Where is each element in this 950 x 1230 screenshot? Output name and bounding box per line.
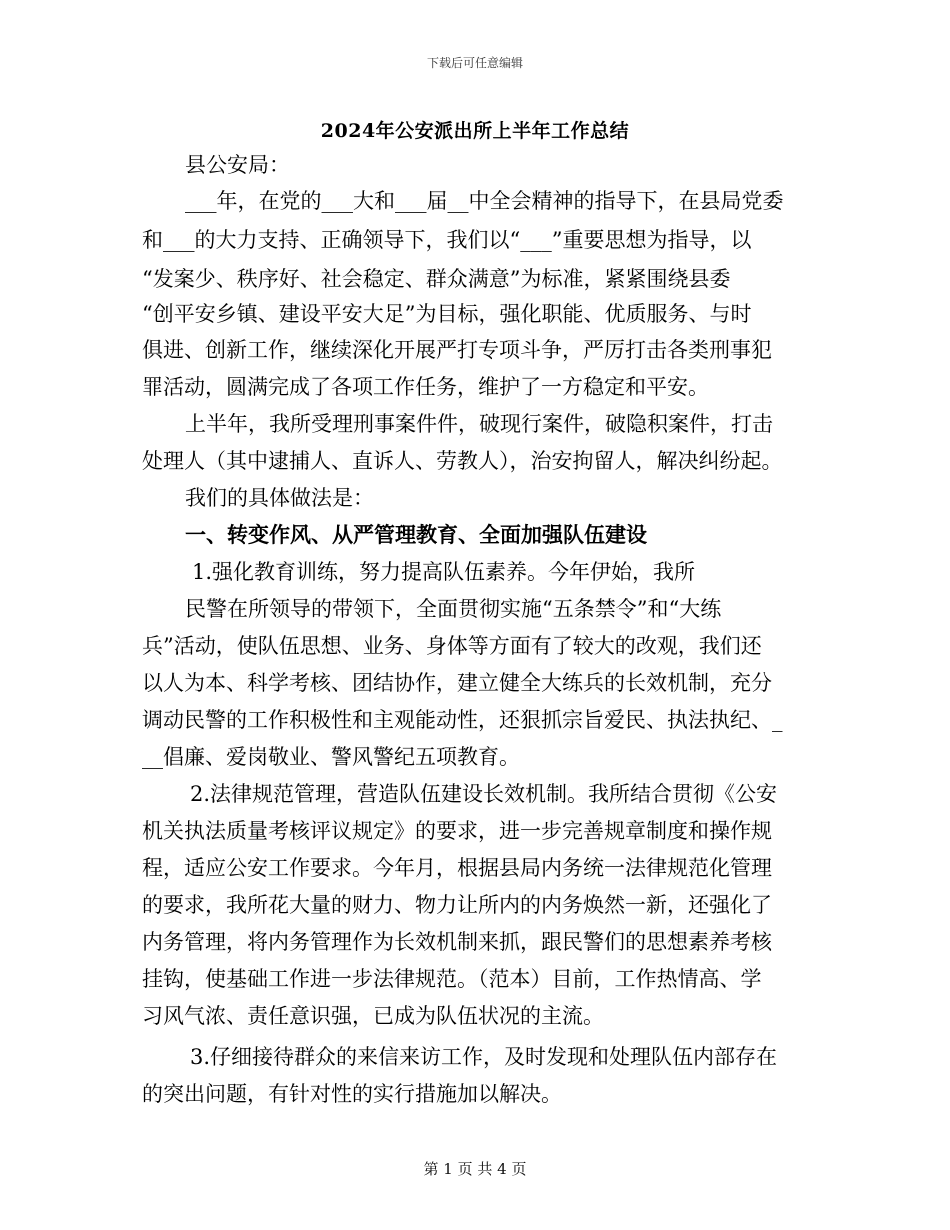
paragraph-line: 的要求，我所花大量的财力、物力让所内的内务焕然一新，还强化了 (142, 893, 772, 917)
paragraph-line: 挂钩，使基础工作进一步法律规范。（范本）目前，工作热情高、学 (142, 967, 762, 991)
paragraph-line: 处理人（其中逮捕人、直诉人、劳教人），治安拘留人，解决纠纷起。 (142, 449, 783, 473)
paragraph-line: 和___的大力支持、正确领导下，我们以“___”重要思想为指导，以 (142, 228, 752, 252)
paragraph-line: 上半年，我所受理刑事案件件，破现行案件，破隐积案件，打击 (185, 412, 773, 436)
paragraph-line: 机关执法质量考核评议规定》的要求，进一步完善规章制度和操作规 (142, 819, 772, 843)
paragraph-line: 程，适应公安工作要求。今年月，根据县局内务统一法律规范化管理 (142, 856, 772, 880)
paragraph-line: 1.强化教育训练，努力提高队伍素养。今年伊始，我所 (192, 560, 696, 584)
paragraph-line: __倡廉、爱岗敬业、警风警纪五项教育。 (142, 745, 520, 769)
paragraph-line: “创平安乡镇、建设平安大足”为目标，强化职能、优质服务、与时 (142, 302, 752, 326)
paragraph-line: 罪活动，圆满完成了各项工作任务，维护了一方稳定和平安。 (142, 375, 709, 399)
paragraph-line: 兵”活动，使队伍思想、业务、身体等方面有了较大的改观，我们还 (142, 634, 762, 658)
paragraph-line: 习风气浓、责任意识强，已成为队伍状况的主流。 (142, 1004, 604, 1028)
paragraph-line: 我们的具体做法是： (185, 486, 374, 510)
salutation: 县公安局： (185, 153, 290, 177)
page-footer: 第 1 页 共 4 页 (423, 1160, 527, 1178)
paragraph-line: 内务管理，将内务管理作为长效机制来抓，跟民警们的思想素养考核 (142, 930, 772, 954)
document-title: 2024年公安派出所上半年工作总结 (320, 120, 630, 142)
paragraph-line: 2.法律规范管理，营造队伍建设长效机制。我所结合贯彻《公安 (190, 782, 778, 806)
paragraph-line: 民警在所领导的带领下，全面贯彻实施“五条禁令”和“大练 (185, 597, 722, 621)
paragraph-line: ___年，在党的___大和___届__中全会精神的指导下，在县局党委 (185, 189, 784, 213)
paragraph-line: 3.仔细接待群众的来信来访工作，及时发现和处理队伍内部存在 (190, 1045, 778, 1069)
paragraph-line: 以人为本、科学考核、团结协作，建立健全大练兵的长效机制，充分 (142, 671, 772, 695)
paragraph-line: “发案少、秩序好、社会稳定、群众满意”为标准，紧紧围绕县委 (142, 267, 731, 291)
paragraph-line: 调动民警的工作积极性和主观能动性，还狠抓宗旨爱民、执法执纪、_ (142, 708, 783, 732)
paragraph-line: 俱进、创新工作，继续深化开展严打专项斗争，严厉打击各类刑事犯 (142, 338, 772, 362)
section-heading: 一、转变作风、从严管理教育、全面加强队伍建设 (185, 522, 647, 547)
paragraph-line: 的突出问题，有针对性的实行措施加以解决。 (142, 1082, 562, 1106)
header-note: 下载后可任意编辑 (426, 56, 523, 70)
